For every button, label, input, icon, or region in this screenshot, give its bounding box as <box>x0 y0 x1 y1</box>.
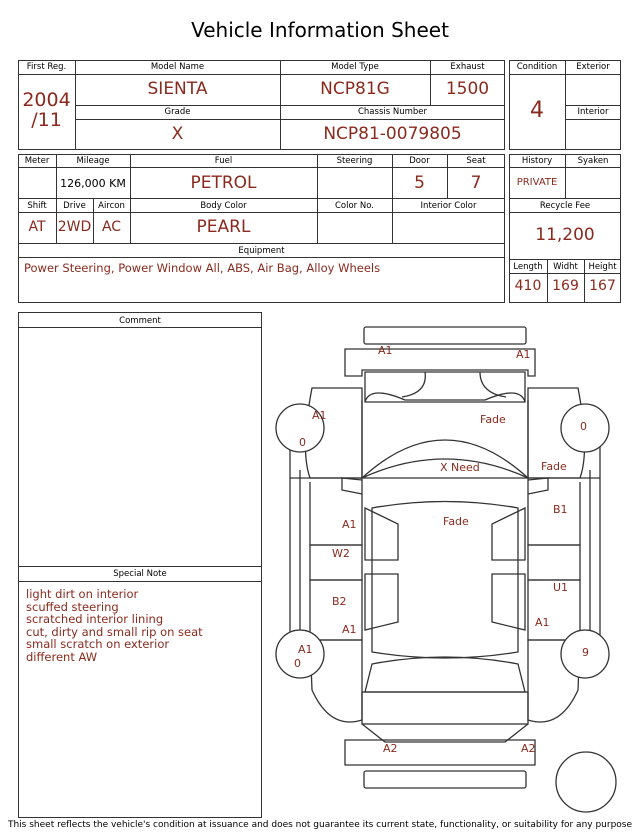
mark-rear-bumper-left: A2 <box>383 742 398 755</box>
mark-front-bumper-left: A1 <box>378 344 393 357</box>
mark-rear-right-tire: 9 <box>582 646 589 659</box>
grade-value: X <box>171 124 184 144</box>
chassis-value: NCP81-0079805 <box>323 124 462 144</box>
model-name-label: Model Name <box>150 62 205 72</box>
right-step-shape <box>528 545 580 580</box>
drive-value: 2WD <box>57 219 92 235</box>
aircon-value: AC <box>101 219 122 235</box>
fuel-value: PETROL <box>190 173 257 193</box>
recycle-fee-label: Recycle Fee <box>539 201 591 211</box>
body-color-label: Body Color <box>200 201 247 211</box>
syaken-label: Syaken <box>577 156 609 166</box>
model-type-value: NCP81G <box>320 79 390 99</box>
rear-lower-shape <box>362 724 528 742</box>
mark-rear-left-tire: 0 <box>294 657 301 670</box>
disclaimer-footer: This sheet reflects the vehicle's condition at issuance and does not guarantee its current state, functionality, or suitability for any purpose <box>7 820 633 830</box>
door-label: Door <box>409 156 430 166</box>
width-value: 169 <box>552 278 579 294</box>
mark-front-left-tire: 0 <box>299 436 306 449</box>
color-no-label: Color No. <box>334 201 374 211</box>
mark-left-rear-panel: A1 <box>342 623 357 636</box>
exhaust-label: Exhaust <box>450 62 485 72</box>
drive-label: Drive <box>63 201 86 211</box>
shift-label: Shift <box>27 201 47 211</box>
mark-left-rear-door: B2 <box>332 595 347 608</box>
special-note-item: scratched interior lining <box>26 612 164 626</box>
hood-front-shape <box>365 393 525 402</box>
length-label: Length <box>513 262 543 272</box>
rear-window-shape <box>365 657 525 692</box>
aircon-label: Aircon <box>98 201 125 211</box>
interior-label: Interior <box>577 107 609 117</box>
mark-rear-left-wheel: A1 <box>298 643 313 656</box>
special-note-label: Special Note <box>113 569 167 579</box>
left-front-door-shape <box>290 478 362 545</box>
mark-hood: Fade <box>480 413 506 426</box>
length-value: 410 <box>514 278 542 294</box>
model-type-label: Model Type <box>331 62 379 72</box>
left-mirror-shape <box>342 478 362 494</box>
special-note-item: cut, dirty and small rip on seat <box>26 624 203 639</box>
condition-label: Condition <box>516 62 558 72</box>
grille-shape <box>365 372 525 402</box>
history-label: History <box>521 156 553 166</box>
first-reg-year: 2004 <box>22 89 71 111</box>
special-note-item: different AW <box>26 649 98 664</box>
mark-front-right-tire: 0 <box>580 420 587 433</box>
right-rear-window-shape <box>492 574 525 630</box>
model-name-value: SIENTA <box>147 79 208 99</box>
right-mirror-shape <box>528 478 548 494</box>
left-front-window-shape <box>365 508 398 560</box>
left-headlight-shape <box>402 372 425 397</box>
mark-right-front-door: B1 <box>553 503 568 516</box>
steering-label: Steering <box>336 156 373 166</box>
mark-windshield: X Need <box>440 461 480 474</box>
exhaust-value: 1500 <box>445 79 490 99</box>
mileage-label: Mileage <box>76 156 110 166</box>
equipment-label: Equipment <box>238 246 285 256</box>
spare-tire-shape <box>556 752 616 812</box>
mark-right-rear-panel: A1 <box>535 616 550 629</box>
chassis-label: Chassis Number <box>357 107 428 117</box>
height-value: 167 <box>589 278 616 294</box>
mark-rear-bumper-right: A2 <box>521 742 536 755</box>
seat-label: Seat <box>466 156 486 166</box>
rear-bottom-bar-shape <box>364 771 526 788</box>
first-reg-month: /11 <box>31 109 62 131</box>
front-top-bar-shape <box>364 327 526 344</box>
mark-front-left-fender: A1 <box>312 409 327 422</box>
right-front-window-shape <box>492 508 525 560</box>
rear-bumper-shape <box>345 740 535 765</box>
tailgate-shape <box>362 692 528 724</box>
mark-front-bumper-right: A1 <box>516 348 531 361</box>
page-title: Vehicle Information Sheet <box>191 18 449 42</box>
equipment-value: Power Steering, Power Window All, ABS, Air Bag, Alloy Wheels <box>24 261 381 275</box>
interior-color-label: Interior Color <box>420 201 477 211</box>
height-label: Height <box>588 262 617 272</box>
recycle-fee-value: 11,200 <box>535 225 595 245</box>
body-color-value: PEARL <box>196 217 251 237</box>
history-value: PRIVATE <box>516 177 558 188</box>
door-value: 5 <box>414 173 425 193</box>
first-reg-label: First Reg. <box>26 62 67 72</box>
mark-right-rear-door: U1 <box>553 581 569 594</box>
special-note-item: small scratch on exterior <box>26 637 170 651</box>
fuel-label: Fuel <box>214 156 233 166</box>
shift-value: AT <box>28 219 46 235</box>
comment-label: Comment <box>119 316 161 326</box>
right-headlight-shape <box>480 372 506 397</box>
mileage-value: 126,000 KM <box>60 177 126 190</box>
exterior-label: Exterior <box>576 62 610 72</box>
mark-roof: Fade <box>443 515 469 528</box>
mark-left-step: W2 <box>332 547 350 560</box>
width-label: Widht <box>553 262 578 272</box>
special-note-item: light dirt on interior <box>26 587 139 601</box>
special-note-item: scuffed steering <box>26 599 119 614</box>
meter-label: Meter <box>24 156 50 166</box>
mark-left-front-door: A1 <box>342 518 357 531</box>
left-rear-window-shape <box>365 574 398 630</box>
grade-label: Grade <box>164 107 191 117</box>
mark-front-right-fender: Fade <box>541 460 567 473</box>
condition-value: 4 <box>530 98 544 123</box>
seat-value: 7 <box>470 173 482 193</box>
